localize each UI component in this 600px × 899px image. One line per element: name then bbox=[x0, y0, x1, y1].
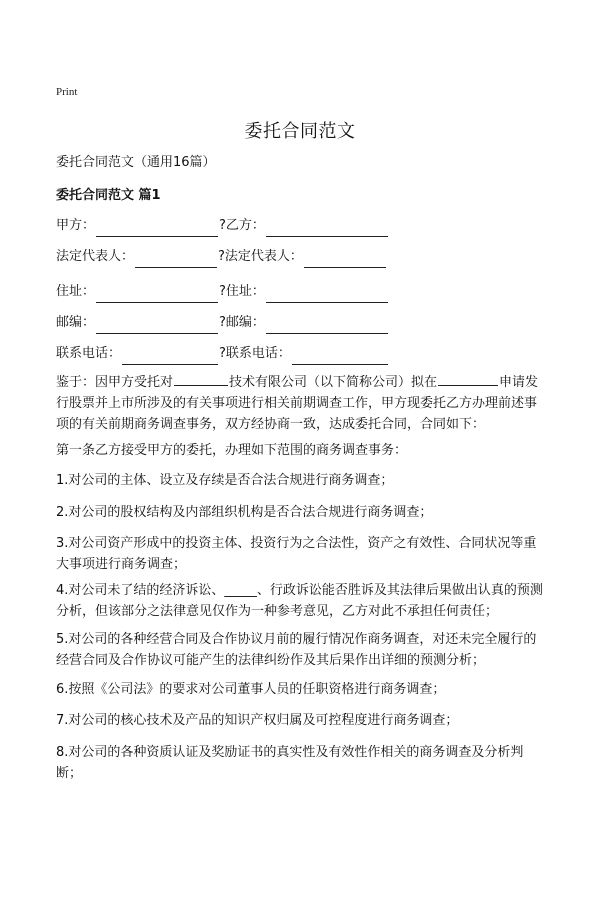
recital-part-1: 鉴于：因甲方受托对 bbox=[56, 375, 174, 390]
recital-paragraph bbox=[56, 372, 548, 435]
recital-blank-1 bbox=[174, 372, 228, 386]
recital-part-2: 技术有限公司（以下简称公司）拟在 bbox=[229, 375, 438, 390]
party-a-blank bbox=[96, 221, 218, 237]
print-link[interactable]: Print bbox=[56, 86, 78, 98]
phone-b-blank bbox=[292, 349, 388, 365]
legal-rep-a-blank bbox=[135, 252, 217, 268]
recital-part-3: 申请发行股票并上市所涉及的有关事项进行相关前期调查工作，甲方现委托乙方办理前述事项的有关前期商务调查事务，双方经协商一致，达成委托合同，合同如下： bbox=[56, 375, 539, 432]
postcode-a-blank bbox=[96, 318, 218, 334]
list-item: 7.对公司的核心技术及产品的知识产权归属及可控程度进行商务调查； bbox=[56, 713, 459, 728]
list-item: 5.对公司的各种经营合同及合作协议月前的履行情况作商务调查，对还未完全履行的经营合同及合作协议可能产生的法律纠纷作及其后果作出详细的预测分析； bbox=[56, 632, 537, 668]
party-b-blank bbox=[266, 221, 388, 237]
field-row-party bbox=[56, 215, 389, 237]
legal-rep-b-label: ?法定代表人： bbox=[218, 249, 303, 264]
field-row-postcode bbox=[56, 312, 389, 334]
list-item: 1.对公司的主体、设立及存续是否合法合规进行商务调查； bbox=[56, 473, 394, 488]
address-a-label: 住址： bbox=[56, 284, 96, 299]
address-b-label: ?住址： bbox=[219, 284, 265, 299]
recital-blank-2 bbox=[438, 372, 498, 386]
phone-a-blank bbox=[122, 349, 218, 365]
section-heading: 委托合同范文 篇1 bbox=[56, 188, 161, 203]
field-row-address bbox=[56, 281, 389, 303]
address-b-blank bbox=[266, 287, 388, 303]
address-a-blank bbox=[96, 287, 218, 303]
clause-1: 第一条乙方接受甲方的委托，办理如下范围的商务调查事务： bbox=[56, 443, 408, 458]
legal-rep-a-label: 法定代表人： bbox=[56, 249, 135, 264]
postcode-b-label: ?邮编： bbox=[219, 315, 265, 330]
field-row-phone bbox=[56, 343, 389, 365]
document-subtitle: 委托合同范文（通用16篇） bbox=[56, 155, 216, 170]
legal-rep-b-blank bbox=[304, 252, 386, 268]
party-b-label: ?乙方： bbox=[219, 218, 265, 233]
list-item: 2.对公司的股权结构及内部组织机构是否合法合规进行商务调查； bbox=[56, 505, 433, 520]
list-item: 4.对公司未了结的经济诉讼、_____、行政诉讼能否胜诉及其法律后果做出认真的预测分析，但该部分之法律意见仅作为一种参考意见，乙方对此不承担任何责任； bbox=[56, 583, 543, 619]
field-row-legal-rep bbox=[56, 246, 387, 268]
phone-a-label: 联系电话： bbox=[56, 346, 122, 361]
phone-b-label: ?联系电话： bbox=[219, 346, 291, 361]
list-item: 6.按照《公司法》的要求对公司董事人员的任职资格进行商务调查； bbox=[56, 682, 446, 697]
list-item: 3.对公司资产形成中的投资主体、投资行为之合法性，资产之有效性、合同状况等重大事项进行商务调查； bbox=[56, 536, 537, 572]
party-a-label: 甲方： bbox=[56, 218, 96, 233]
document-title: 委托合同范文 bbox=[244, 121, 356, 142]
postcode-b-blank bbox=[266, 318, 388, 334]
list-item: 8.对公司的各种资质认证及奖励证书的真实性及有效性作相关的商务调查及分析判断； bbox=[56, 745, 524, 781]
postcode-a-label: 邮编： bbox=[56, 315, 96, 330]
